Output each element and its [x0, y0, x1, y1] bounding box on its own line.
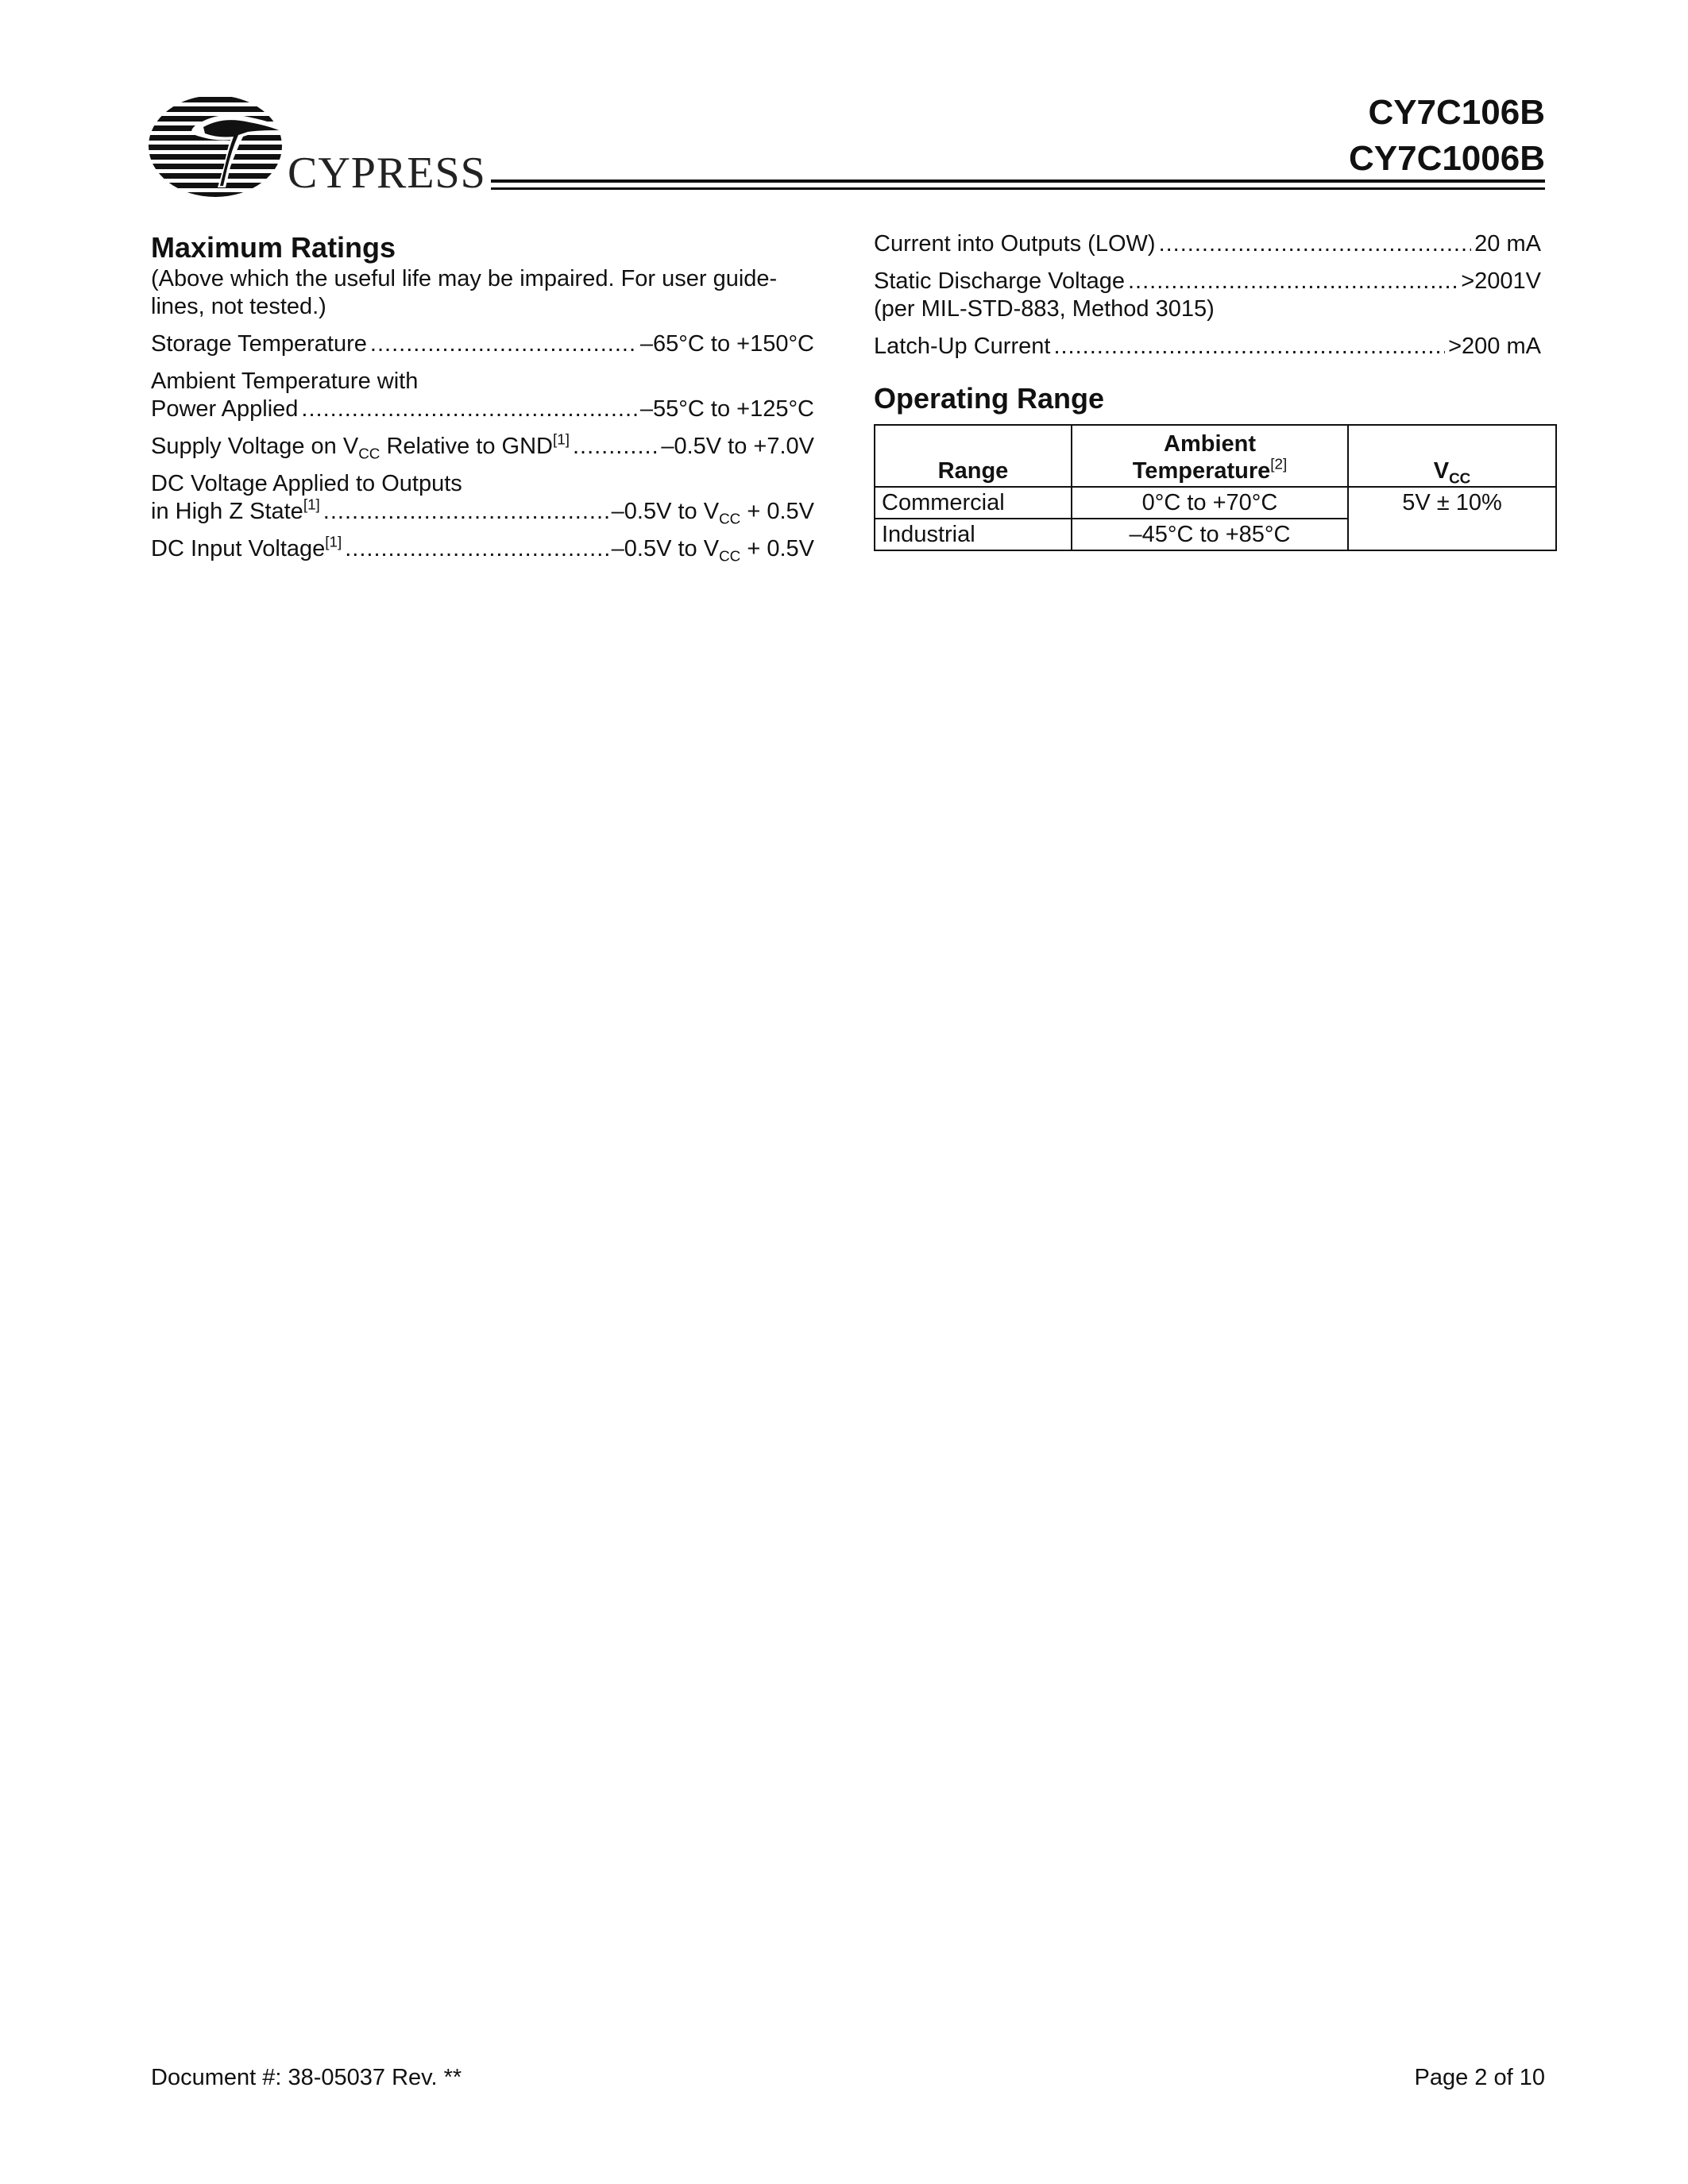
- cell-range: Industrial: [875, 519, 1072, 550]
- rating-value: >200 mA: [1448, 334, 1541, 359]
- rating-label: DC Input Voltage[1]: [151, 533, 342, 561]
- right-ratings-section: [874, 230, 1541, 551]
- rating-value: –0.5V to $V_{CC} + 0.5V$: [611, 536, 814, 565]
- rating-value: –0.5V to $V_{CC} + 0.5V$: [611, 499, 814, 527]
- logo-wordmark: CYPRESS: [288, 149, 486, 198]
- rating-dc-input-voltage: [151, 535, 814, 563]
- cell-temperature: –45°C to +85°C: [1072, 519, 1348, 550]
- rating-label-line2: (per MIL-STD-883, Method 3015): [874, 296, 1215, 322]
- rating-label: Storage Temperature: [151, 331, 367, 357]
- footer-page-number: Page 2 of 10: [1414, 2065, 1545, 2090]
- table-row: [875, 487, 1556, 519]
- dot-leader: [1128, 268, 1458, 295]
- header-rule-thin: [491, 187, 1545, 190]
- rating-value: –55°C to +125°C: [639, 396, 814, 422]
- rating-label: Supply Voltage on $V_{CC}$ Relative to GND[1]: [151, 430, 570, 462]
- part-number-primary: CY7C106B: [1368, 93, 1545, 132]
- rating-supply-voltage: [151, 430, 814, 462]
- dot-leader: [345, 535, 608, 563]
- header-vcc: $V_{CC}$: [1348, 425, 1556, 487]
- rating-label-line1: Ambient Temperature with: [151, 369, 419, 394]
- rating-dc-voltage-outputs: [151, 470, 814, 526]
- header-range: Range: [875, 425, 1072, 487]
- cypress-tree-globe-icon: [148, 94, 291, 205]
- maximum-ratings-section: [151, 230, 814, 573]
- maximum-ratings-note: (Above which the useful life may be impaired. For user guide-lines, not tested.): [151, 266, 778, 319]
- rating-value: 20 mA: [1474, 231, 1541, 257]
- rating-ambient-temperature: [151, 368, 814, 423]
- operating-range-table: [874, 424, 1557, 551]
- dot-leader: [301, 396, 637, 423]
- maximum-ratings-title: Maximum Ratings: [151, 231, 396, 264]
- rating-label: Power Applied: [151, 396, 299, 422]
- dot-leader: [573, 433, 658, 461]
- rating-label: in High Z State[1]: [151, 496, 320, 524]
- rating-label: Current into Outputs (LOW): [874, 231, 1156, 257]
- cell-vcc: 5V ± 10%: [1348, 487, 1556, 550]
- rating-value: >2001V: [1461, 268, 1541, 294]
- rating-value: –65°C to +150°C: [639, 331, 814, 357]
- rating-storage-temperature: [151, 330, 814, 358]
- header-ambient-temperature: Ambient Temperature[2]: [1072, 425, 1348, 487]
- rating-label: Latch-Up Current: [874, 334, 1051, 359]
- operating-range-title: Operating Range: [874, 382, 1105, 415]
- footer-document-number: Document #: 38-05037 Rev. **: [151, 2065, 462, 2090]
- rating-latch-up-current: [874, 333, 1541, 361]
- dot-leader: [1159, 230, 1472, 258]
- cell-range: Commercial: [875, 487, 1072, 519]
- rating-label: Static Discharge Voltage: [874, 268, 1125, 294]
- dot-leader: [1053, 333, 1445, 361]
- cypress-logo: [148, 94, 486, 205]
- rating-label-line1: DC Voltage Applied to Outputs: [151, 471, 462, 496]
- dot-leader: [323, 498, 608, 526]
- rating-current-into-outputs: [874, 230, 1541, 258]
- part-number-secondary: CY7C1006B: [1348, 139, 1545, 178]
- rating-static-discharge: [874, 268, 1541, 323]
- table-header-row: [875, 425, 1556, 487]
- rating-value: –0.5V to +7.0V: [661, 434, 814, 459]
- cell-temperature: 0°C to +70°C: [1072, 487, 1348, 519]
- header-rule-thick: [491, 179, 1545, 183]
- dot-leader: [370, 330, 637, 358]
